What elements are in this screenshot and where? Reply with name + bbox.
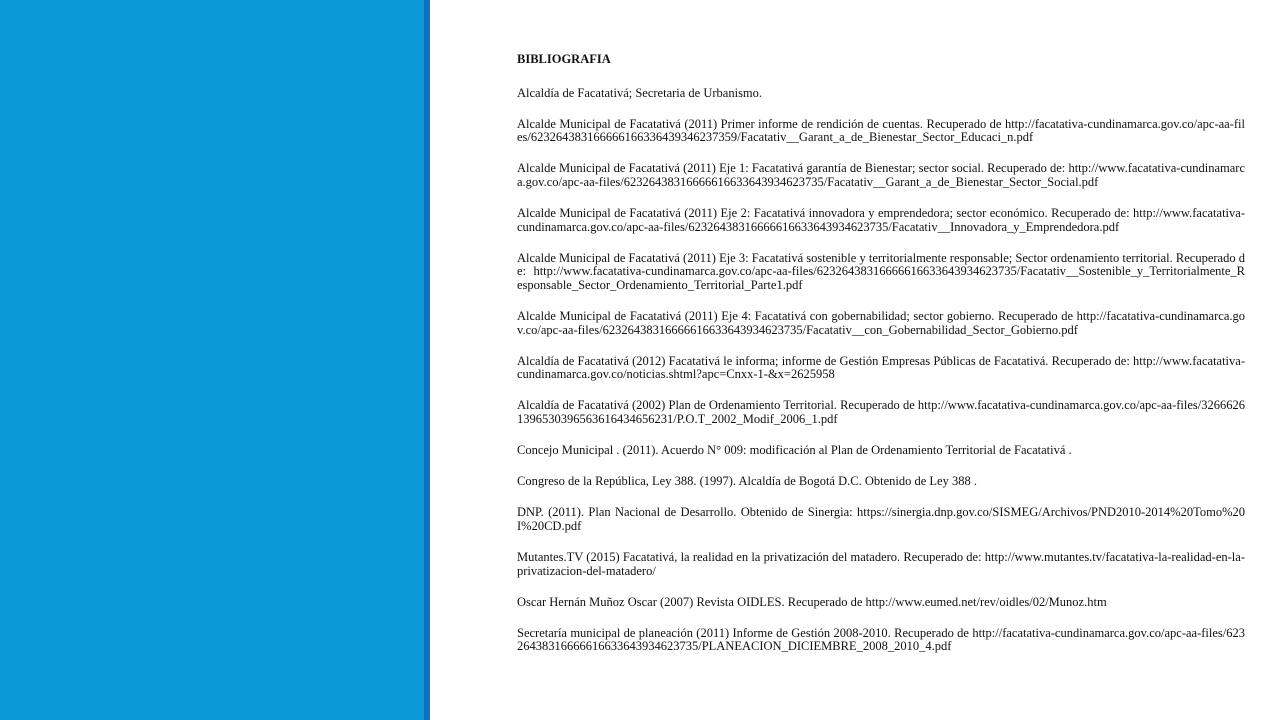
side-panel-edge — [424, 0, 430, 720]
bibliography-entry: Concejo Municipal . (2011). Acuerdo N° 009: modificación al Plan de Ordenamiento Territorial de Facatativá . — [517, 443, 1072, 458]
bibliography-entry: Alcalde Municipal de Facatativá (2011) Primer informe de rendición de cuentas. Recuperado de http://facatativa-cundinamarca.gov.co/apc-aa-files/623264383166666166336439346237359/Facatativ__Garant_a_de_Bienestar_Sector_Educaci_n.pdf — [517, 116, 1245, 145]
bibliography-entry: Alcalde Municipal de Facatativá (2011) Eje 4: Facatativá con gobernabilidad; sector gobierno. Recuperado de http://facatativa-cundinamarca.gov.co/apc-aa-files/62326438316666616633643934623735/Facatativ__con_Gobernabilidad_Sector_Gobierno.pdf — [517, 309, 1245, 337]
bibliography-entry: Alcaldía de Facatativá (2002) Plan de Ordenamiento Territorial. Recuperado de http://www.facatativa-cundinamarca.gov.co/apc-aa-files/32666261396530396563616434656231/P.O.T_2002_Modif_2006_1.pdf — [517, 398, 1245, 426]
side-color-panel — [0, 0, 424, 720]
bibliography-entry: Alcalde Municipal de Facatativá (2011) Eje 1: Facatativá garantía de Bienestar; sector social. Recuperado de: http://www.facatativa-cundinamarca.gov.co/apc-aa-files/62326438316666616633643934623735/Facatativ__Garant_a_de_Bienestar_Sector_Social.pdf — [517, 161, 1245, 189]
bibliography-entry: Secretaría municipal de planeación (2011) Informe de Gestión 2008-2010. Recuperado de http://facatativa-cundinamarca.gov.co/apc-aa-files/62326438316666616633643934623735/PLANEACION_DICIEMBRE_2008_2010_4.pdf — [517, 625, 1245, 654]
bibliography-entry: DNP. (2011). Plan Nacional de Desarrollo. Obtenido de Sinergia: https://sinergia.dnp.gov.co/SISMEG/Archivos/PND2010-2014%20Tomo%20I%20CD.pdf — [517, 505, 1245, 533]
bibliography-entry: Oscar Hernán Muñoz Oscar (2007) Revista OIDLES. Recuperado de http://www.eumed.net/rev/oidles/02/Munoz.htm — [517, 594, 1107, 609]
bibliography-entry: Alcaldía de Facatativá (2012) Facatativá le informa; informe de Gestión Empresas Públicas de Facatativá. Recuperado de: http://www.facatativa-cundinamarca.gov.co/noticias.shtml?apc=Cnxx-1-&x=2625958 — [517, 353, 1245, 382]
bibliography-entry: Alcalde Municipal de Facatativá (2011) Eje 2: Facatativá innovadora y emprendedora; sector económico. Recuperado de: http://www.facatativa-cundinamarca.gov.co/apc-aa-files/62326438316666616633643934623735/Facatativ__Innovadora_y_Emprendedora.pdf — [517, 206, 1245, 234]
bibliography-section — [517, 53, 1245, 671]
bibliography-entry: Mutantes.TV (2015) Facatativá, la realidad en la privatización del matadero. Recuperado de: http://www.mutantes.tv/facatativa-la-realidad-en-la-privatizacion-del-matadero/ — [517, 549, 1245, 578]
bibliography-heading: BIBLIOGRAFIA — [517, 52, 611, 66]
bibliography-entry: Alcalde Municipal de Facatativá (2011) Eje 3: Facatativá sostenible y territorialmente responsable; Sector ordenamiento territorial. Recuperado de: http://www.facatativa-cundinamarca.gov.co/apc-aa-files/62326438316666616633643934623735/Facatativ__Sostenible_y_Territorialmente_Responsable_Sector_Ordenamiento_Territorial_Parte1.pdf — [517, 250, 1245, 292]
bibliography-entry: Alcaldía de Facatativá; Secretaria de Urbanismo. — [517, 85, 763, 100]
bibliography-entry: Congreso de la República, Ley 388. (1997). Alcaldía de Bogotá D.C. Obtenido de Ley 388 . — [517, 474, 977, 489]
